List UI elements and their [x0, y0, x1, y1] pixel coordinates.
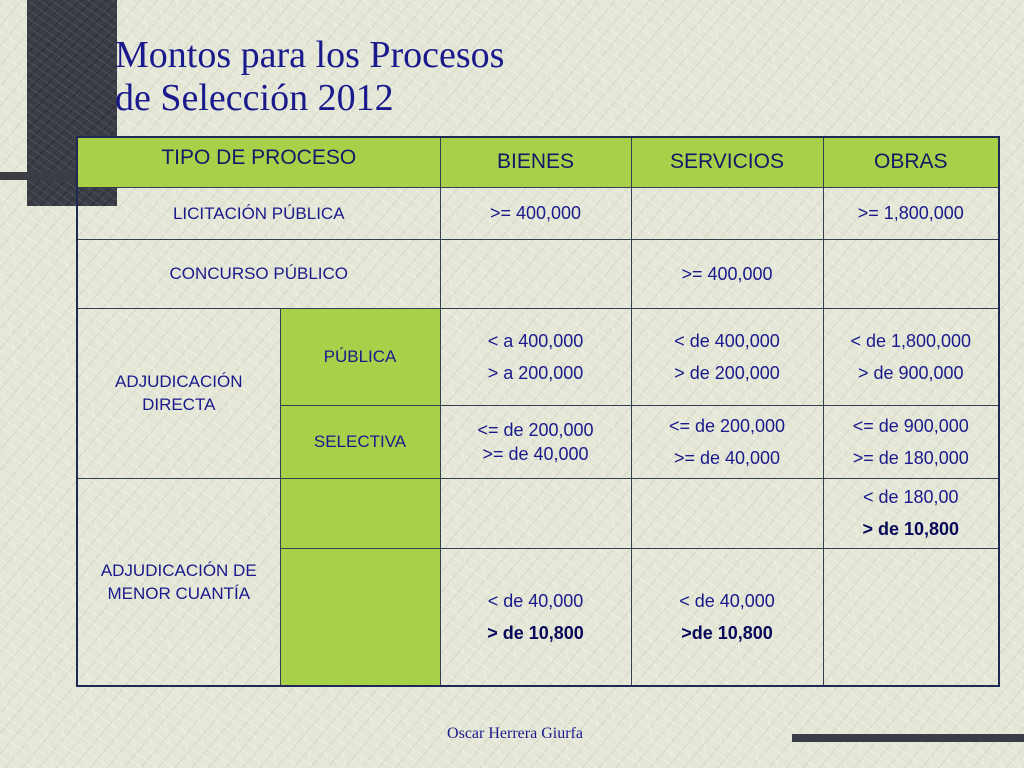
cell-concurso-obras [823, 239, 999, 308]
selectiva-obras-line-2: >= de 180,000 [852, 447, 969, 468]
row-adjudicacion-directa-publica [77, 308, 999, 405]
label-selectiva: SELECTIVA [280, 405, 440, 478]
menor-cuantia-2-servicios-line-1: < de 40,000 [679, 590, 775, 611]
cell-menor-cuantia-2-obras [823, 548, 999, 686]
row-menor-cuantia-1 [77, 478, 999, 548]
cell-menor-cuantia-2-bienes [440, 548, 631, 686]
publica-bienes-line-1: < a 400,000 [487, 330, 584, 351]
selectiva-bienes-line-1: <= de 200,000 [477, 419, 594, 440]
row-licitacion-publica [77, 187, 999, 239]
header-obras: OBRAS [823, 137, 999, 187]
cell-menor-cuantia-green-2 [280, 548, 440, 686]
menor-cuantia-1-obras-line-1: < de 180,00 [862, 487, 959, 507]
menor-cuantia-2-bienes-line-2: > de 10,800 [487, 622, 584, 643]
cell-selectiva-bienes [440, 405, 631, 478]
cell-licitacion-servicios [631, 187, 823, 239]
cell-menor-cuantia-1-obras [823, 478, 999, 548]
label-publica: PÚBLICA [280, 308, 440, 405]
label-menor-cuantia: ADJUDICACIÓN DE MENOR CUANTÍA [77, 478, 280, 686]
publica-obras-line-2: > de 900,000 [857, 362, 964, 383]
decorative-left-bar [0, 172, 80, 180]
publica-bienes-line-2: > a 200,000 [487, 362, 584, 383]
procesos-table [76, 136, 1000, 687]
cell-publica-bienes [440, 308, 631, 405]
menor-cuantia-2-bienes-line-1: < de 40,000 [487, 590, 584, 611]
publica-servicios-line-2: > de 200,000 [674, 362, 780, 383]
publica-servicios-line-1: < de 400,000 [674, 330, 780, 351]
selectiva-servicios-line-2: >= de 40,000 [673, 447, 781, 468]
cell-selectiva-servicios [631, 405, 823, 478]
table-header-row [77, 137, 999, 187]
cell-menor-cuantia-2-servicios [631, 548, 823, 686]
cell-concurso-bienes [440, 239, 631, 308]
header-bienes: BIENES [440, 137, 631, 187]
label-concurso-publico: CONCURSO PÚBLICO [77, 239, 440, 308]
selectiva-obras-line-1: <= de 900,000 [852, 415, 969, 436]
footer-author: Oscar Herrera Giurfa [447, 725, 583, 742]
menor-cuantia-2-servicios-line-2: >de 10,800 [681, 622, 773, 643]
slide-title-line-2: de Selección 2012 [115, 77, 394, 119]
cell-concurso-servicios: >= 400,000 [631, 239, 823, 308]
cell-publica-servicios [631, 308, 823, 405]
selectiva-bienes-line-2: >= de 40,000 [482, 443, 589, 464]
label-licitacion-publica: LICITACIÓN PÚBLICA [77, 187, 440, 239]
menor-cuantia-1-obras-line-2: > de 10,800 [862, 519, 960, 539]
row-concurso-publico [77, 239, 999, 308]
cell-menor-cuantia-green-1 [280, 478, 440, 548]
slide-title-line-1: Montos para los Procesos [115, 34, 505, 76]
cell-publica-obras [823, 308, 999, 405]
cell-licitacion-bienes: >= 400,000 [440, 187, 631, 239]
cell-licitacion-obras: >= 1,800,000 [823, 187, 999, 239]
header-servicios: SERVICIOS [631, 137, 823, 187]
publica-obras-line-1: < de 1,800,000 [850, 330, 972, 351]
header-tipo-de-proceso: TIPO DE PROCESO [77, 137, 440, 187]
slide-title [115, 34, 504, 120]
cell-menor-cuantia-1-servicios [631, 478, 823, 548]
cell-menor-cuantia-1-bienes [440, 478, 631, 548]
selectiva-servicios-line-1: <= de 200,000 [668, 415, 786, 436]
cell-selectiva-obras [823, 405, 999, 478]
decorative-bottom-bar [792, 734, 1024, 742]
label-adjudicacion-directa: ADJUDICACIÓN DIRECTA [77, 308, 280, 478]
